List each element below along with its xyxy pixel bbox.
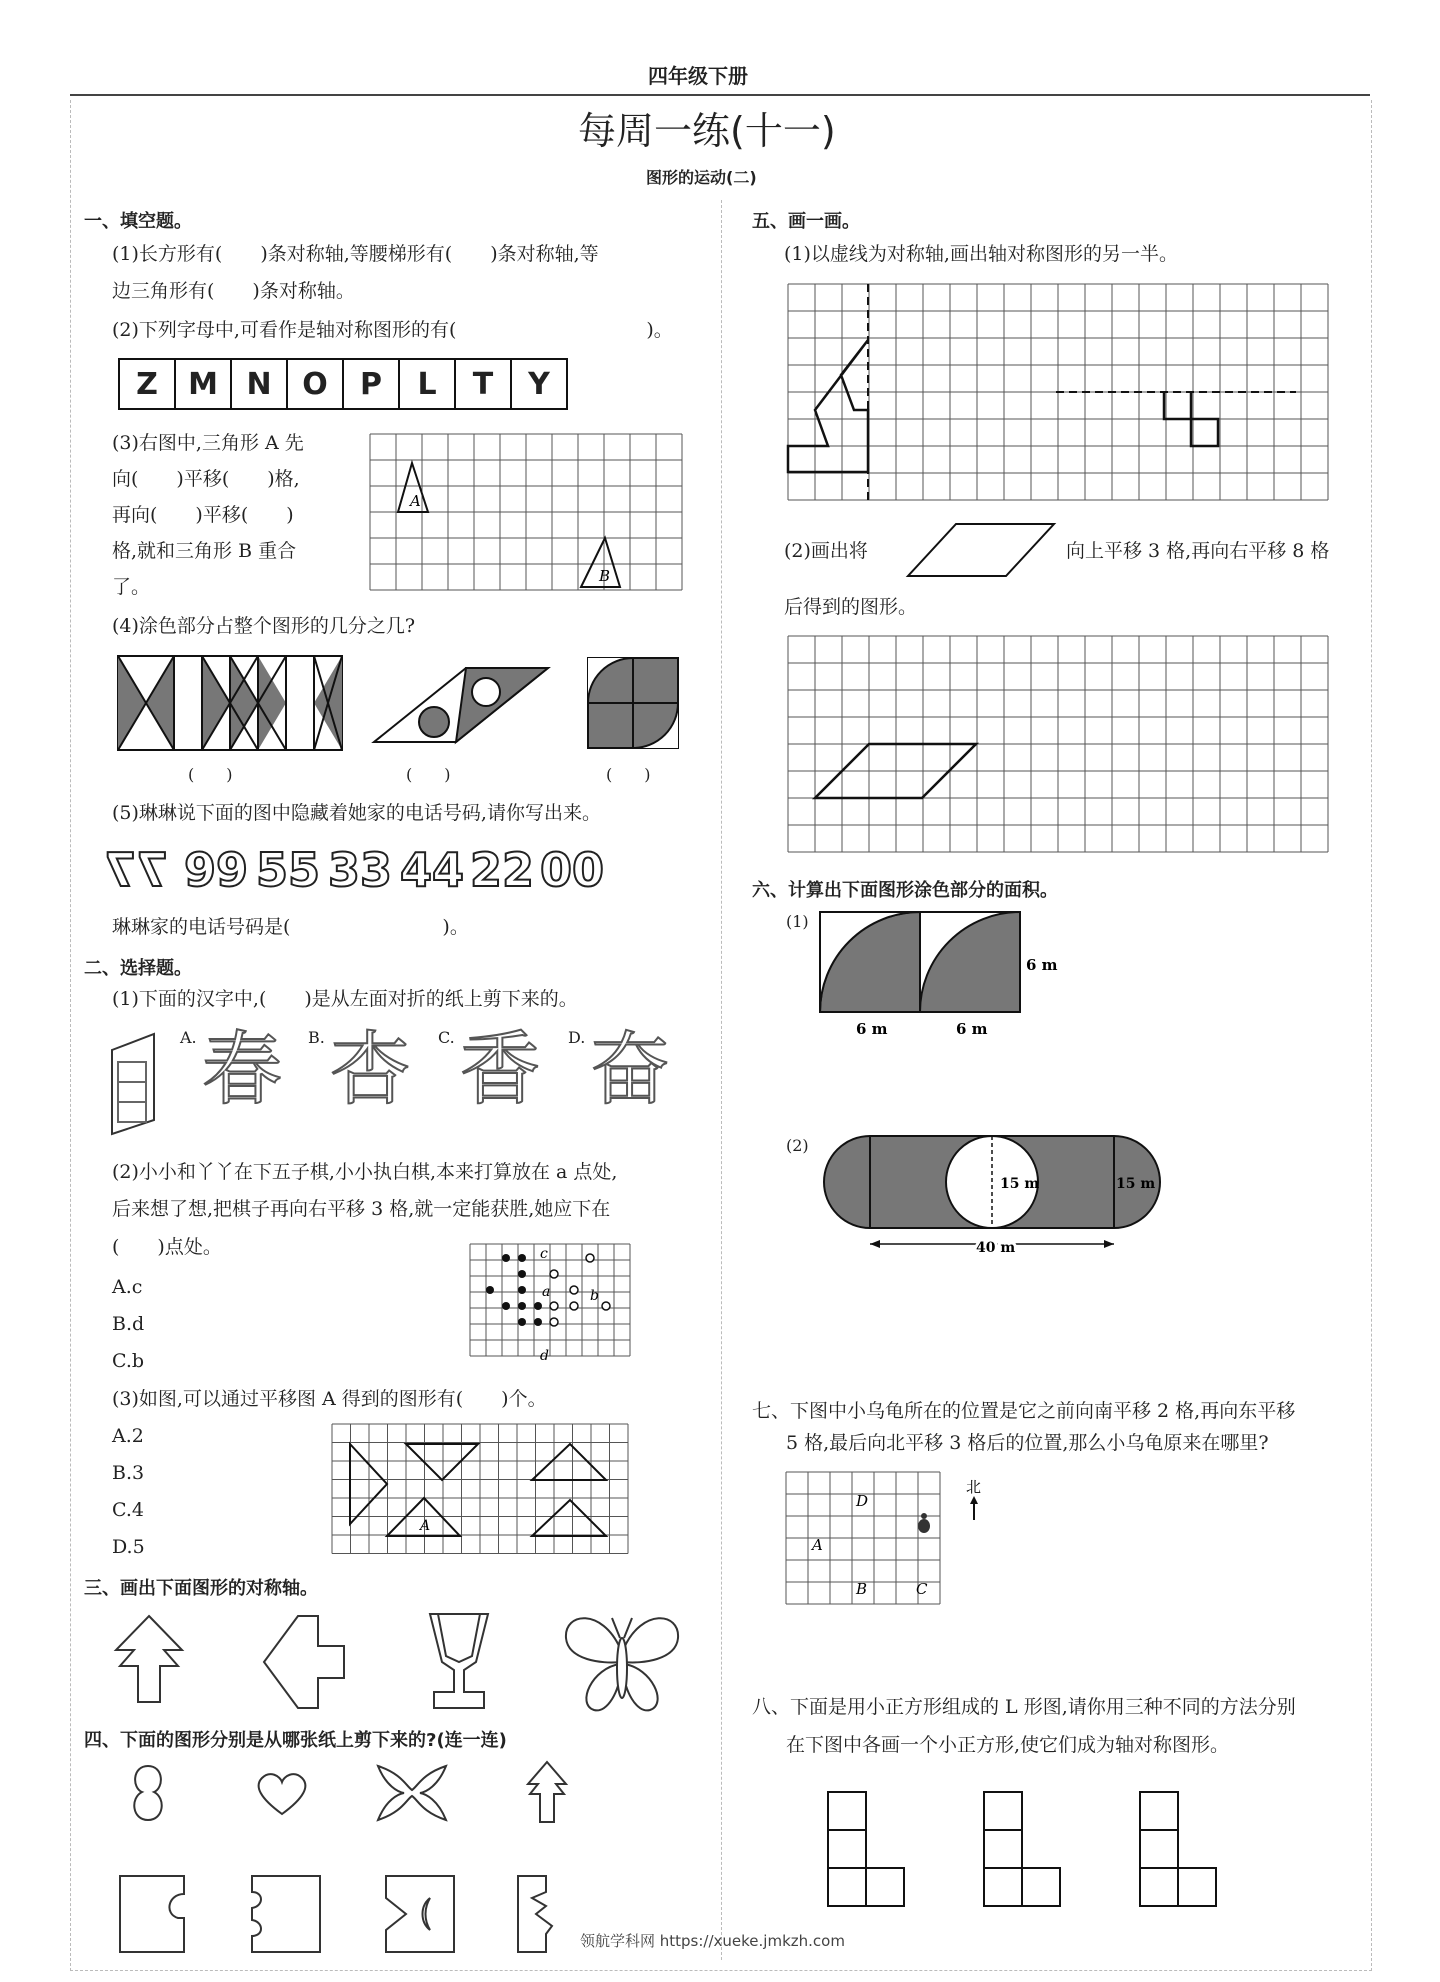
page-subtitle: 图形的运动(二)	[646, 168, 757, 187]
s2-q3-option[interactable]: C.4	[112, 1499, 144, 1521]
section-7-line2: 5 格,最后向北平移 3 格后的位置,那么小乌龟原来在哪里?	[786, 1432, 1269, 1454]
dim-6m-bottom-left: 6 m	[856, 1020, 888, 1038]
s2-q3-option[interactable]: B.3	[112, 1462, 145, 1484]
s2-q1: (1)下面的汉字中,( )是从左面对折的纸上剪下来的。	[112, 988, 578, 1010]
folded-paper-icon	[110, 1034, 170, 1136]
gomoku-board	[470, 1244, 642, 1364]
board-label-b: b	[590, 1288, 599, 1304]
board-label-c: c	[540, 1246, 548, 1262]
s1-q3-line: (3)右图中,三角形 A 先	[112, 432, 304, 454]
cutout-heart	[254, 1770, 310, 1818]
figure-a-label: A	[420, 1518, 431, 1534]
s6-q1-label: (1)	[786, 912, 809, 931]
goblet-shape	[426, 1612, 492, 1712]
s5-q2-part-c: 后得到的图形。	[784, 596, 918, 618]
s1-q3-line: 格,就和三角形 B 重合	[112, 540, 297, 562]
section-1-title: 一、填空题。	[84, 211, 192, 232]
section-5-title: 五、画一画。	[752, 211, 860, 232]
dim-6m-bottom-right: 6 m	[956, 1020, 988, 1038]
point-c: C	[916, 1580, 928, 1598]
s1-q5: (5)琳琳说下面的图中隐藏着她家的电话号码,请你写出来。	[112, 802, 601, 824]
letter: L	[400, 360, 456, 408]
s1-q1-line1: (1)长方形有( )条对称轴,等腰梯形有( )条对称轴,等	[112, 243, 599, 265]
translation-drawing-grid	[788, 636, 1330, 854]
option-a-label: A.	[180, 1028, 197, 1047]
stadium-shape-figure	[824, 1134, 1164, 1254]
arrow-tree-shape	[114, 1616, 184, 1706]
letter: O	[288, 360, 344, 408]
letter: P	[344, 360, 400, 408]
page-title: 每周一练(十一)	[578, 109, 836, 153]
paper-with-notch-4	[516, 1874, 582, 1954]
grid-lines	[332, 1424, 628, 1554]
paper-with-notch-2	[250, 1874, 322, 1954]
white-stones	[550, 1254, 610, 1326]
s2-q2-option[interactable]: B.d	[112, 1313, 145, 1335]
phone-glyph: 44	[400, 843, 465, 897]
section-7-line1: 七、下图中小乌龟所在的位置是它之前向南平移 2 格,再向东平移	[752, 1400, 1296, 1422]
translation-triangles-grid	[332, 1424, 628, 1554]
triangle-b-label: B	[599, 567, 611, 585]
phone-glyph: 99	[184, 843, 249, 897]
point-b: B	[856, 1580, 868, 1598]
fraction-rect-figure	[118, 656, 344, 752]
paper-with-notch-1	[118, 1874, 188, 1954]
answer-blank[interactable]: ( )	[606, 765, 651, 784]
point-a: A	[812, 1536, 823, 1554]
fraction-parallelogram-figure	[374, 668, 550, 744]
s2-q2-option[interactable]: A.c	[112, 1276, 143, 1298]
phone-glyph: 77	[103, 843, 168, 897]
letter: Y	[528, 366, 550, 402]
option-d-char[interactable]: 奋	[590, 1023, 670, 1116]
option-c-char[interactable]: 香	[460, 1023, 540, 1116]
turtle-position-grid	[786, 1472, 1016, 1622]
s2-q2-line: 后来想了想,把棋子再向右平移 3 格,就一定能获胜,她应下在	[112, 1198, 611, 1220]
option-b-label: B.	[308, 1028, 325, 1047]
s5-q2-part-b: 向上平移 3 格,再向右平移 8 格	[1066, 540, 1330, 562]
answer-blank[interactable]: ( )	[188, 765, 233, 784]
option-d-label: D.	[568, 1028, 586, 1047]
header-rule	[70, 94, 1370, 96]
s1-q2: (2)下列字母中,可看作是轴对称图形的有( )。	[112, 319, 673, 341]
section-8-line1: 八、下面是用小正方形组成的 L 形图,请你用三种不同的方法分别	[752, 1696, 1296, 1718]
s5-q2-part-a: (2)画出将	[784, 540, 868, 562]
l-shape-2	[982, 1790, 1064, 1910]
board-label-a: a	[542, 1284, 551, 1300]
s1-q3-line: 向( )平移( )格,	[112, 468, 300, 490]
half-figure-left	[788, 340, 868, 472]
arrow-left-shape	[264, 1616, 346, 1710]
s1-q3-line: 了。	[112, 576, 151, 598]
column-divider	[721, 200, 722, 1960]
cutout-x-shape	[376, 1764, 448, 1822]
section-8-line2: 在下图中各画一个小正方形,使它们成为轴对称图形。	[786, 1734, 1230, 1756]
option-c-label: C.	[438, 1028, 455, 1047]
option-a-char[interactable]: 春	[202, 1023, 282, 1116]
s6-q2-label: (2)	[786, 1136, 809, 1155]
section-3-title: 三、画出下面图形的对称轴。	[84, 1578, 318, 1599]
letter-boxes	[118, 358, 568, 410]
dim-15m-end: 15 m	[1116, 1176, 1156, 1192]
letter: Z	[120, 360, 176, 408]
answer-blank[interactable]: ( )	[406, 765, 451, 784]
north-label: 北	[966, 1478, 982, 1496]
shaded-quarter-circles	[820, 912, 1060, 1038]
letter: M	[176, 360, 232, 408]
triangle-grid-figure	[370, 434, 686, 590]
s2-q3-option[interactable]: A.2	[112, 1425, 144, 1447]
l-shape-3	[1138, 1790, 1220, 1910]
s5-q1: (1)以虚线为对称轴,画出轴对称图形的另一半。	[784, 243, 1178, 265]
s1-q1-line2: 边三角形有( )条对称轴。	[112, 280, 355, 302]
dim-40m: 40 m	[976, 1240, 1016, 1256]
dim-6m-right: 6 m	[1026, 956, 1058, 974]
hidden-phone-number	[103, 840, 612, 900]
s2-q3: (3)如图,可以通过平移图 A 得到的图形有( )个。	[112, 1388, 547, 1410]
option-b-char[interactable]: 杏	[330, 1023, 410, 1116]
section-2-title: 二、选择题。	[84, 958, 192, 979]
board-label-d: d	[540, 1348, 549, 1364]
l-shape-1	[826, 1790, 908, 1910]
paper-with-notch-3	[384, 1874, 456, 1954]
s2-q2-line: (2)小小和丫丫在下五子棋,小小执白棋,本来打算放在 a 点处,	[112, 1161, 618, 1183]
phone-glyph: 22	[470, 843, 535, 897]
letter: T	[456, 360, 512, 408]
s2-q2-line: ( )点处。	[112, 1236, 222, 1258]
phone-glyph: 55	[256, 843, 321, 897]
phone-glyph: 33	[328, 843, 393, 897]
butterfly-shape	[562, 1608, 682, 1716]
s2-q3-option[interactable]: D.5	[112, 1536, 145, 1558]
s2-q2-option[interactable]: C.b	[112, 1350, 145, 1372]
s1-q5-answer: 琳琳家的电话号码是( )。	[112, 916, 469, 938]
letter: N	[232, 360, 288, 408]
cutout-figure-8	[128, 1762, 168, 1824]
phone-glyph: 00	[540, 843, 605, 897]
north-arrow	[970, 1496, 978, 1504]
section-6-title: 六、计算出下面图形涂色部分的面积。	[752, 880, 1058, 901]
section-4-title: 四、下面的图形分别是从哪张纸上剪下来的?(连一连)	[84, 1730, 507, 1751]
half-figure-right	[1164, 392, 1218, 446]
triangle-a-label: A	[410, 492, 421, 510]
grid-lines	[470, 1244, 630, 1356]
grade-label: 四年级下册	[648, 64, 748, 88]
s1-q3-line: 再向( )平移( )	[112, 504, 294, 526]
cutout-arrow-tree	[526, 1762, 568, 1824]
s1-q4: (4)涂色部分占整个图形的几分之几?	[112, 615, 416, 637]
fraction-square-figure	[588, 658, 680, 750]
symmetry-drawing-grid	[788, 284, 1330, 500]
footer-watermark: 领航学科网 https://xueke.jmkzh.com	[580, 1932, 845, 1950]
point-d: D	[856, 1492, 869, 1510]
dim-15m-circle: 15 m	[1000, 1176, 1040, 1192]
parallelogram-icon	[906, 522, 1056, 578]
